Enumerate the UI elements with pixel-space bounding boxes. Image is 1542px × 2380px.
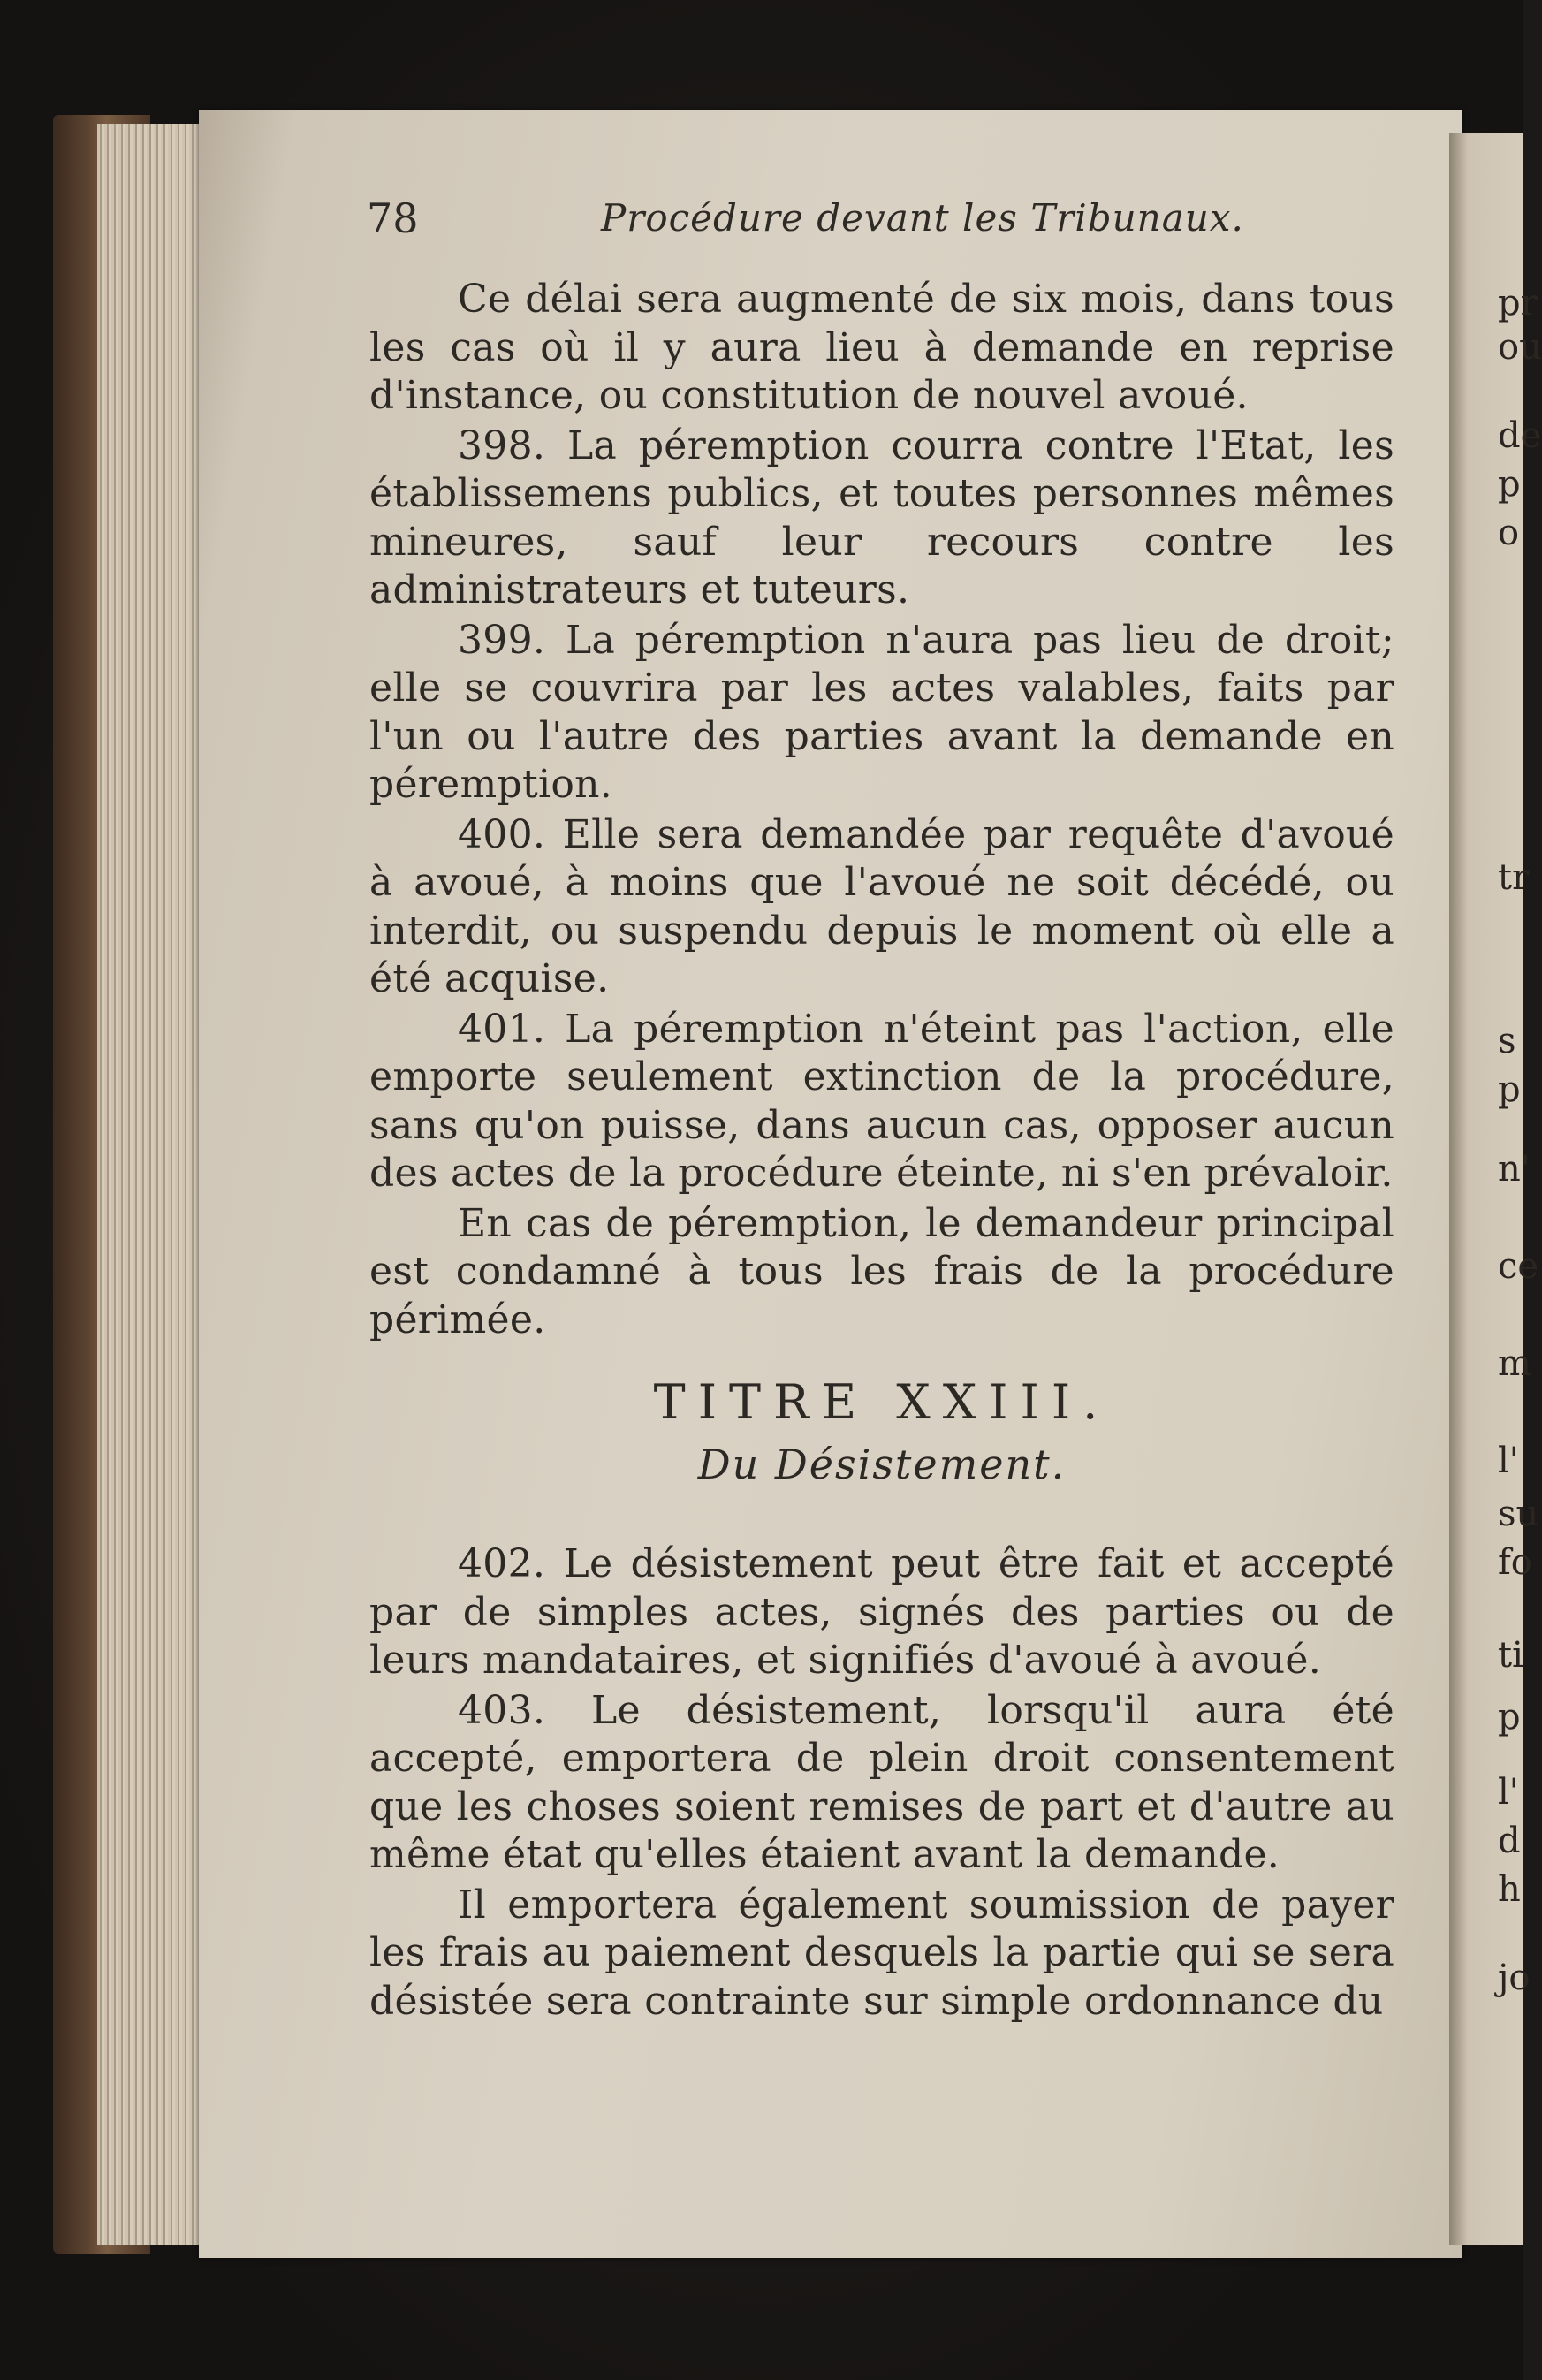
article-403: 403. Le désistement, lorsqu'il aura été accepté, emportera de plein droit consentement que les choses soient remises de part et d'autre au même état qu'elles étaient avant la demande. bbox=[369, 1687, 1394, 1877]
running-head bbox=[0, 194, 1523, 247]
article-399: 399. La péremption n'aura pas lieu de droit; elle se couvrira par les actes valables, faits par l'un ou l'autre des parties avant la demande en péremption. bbox=[369, 617, 1394, 807]
facing-text-fragment: s bbox=[1498, 1021, 1516, 1061]
facing-text-fragment: m bbox=[1498, 1343, 1531, 1384]
facing-text-fragment: l' bbox=[1498, 1441, 1519, 1481]
facing-text-fragment: h bbox=[1498, 1869, 1521, 1910]
facing-text-fragment: jo bbox=[1498, 1958, 1531, 1998]
facing-text-fragment: pr bbox=[1498, 283, 1538, 323]
facing-text-fragment: de bbox=[1498, 415, 1542, 456]
page-edges bbox=[97, 124, 212, 2245]
facing-text-fragment: d bbox=[1498, 1821, 1521, 1861]
page-number: 78 bbox=[367, 194, 419, 242]
facing-text-fragment: ce bbox=[1498, 1246, 1539, 1287]
facing-text-fragment: n' bbox=[1498, 1149, 1531, 1190]
paragraph: En cas de péremption, le demandeur principal est condamné à tous les frais de la procédure périmée. bbox=[369, 1200, 1394, 1342]
facing-text-fragment: fo bbox=[1498, 1542, 1532, 1583]
page-body bbox=[369, 276, 1394, 2026]
facing-text-fragment: o bbox=[1498, 513, 1520, 553]
section-title: TITRE XXIII. bbox=[653, 1374, 1111, 1430]
facing-text-fragment: p bbox=[1498, 1697, 1521, 1737]
article-401: 401. La péremption n'éteint pas l'action, elle emporte seulement extinction de la procédure, sans qu'on puisse, dans aucun cas, opposer aucun des actes de la procédure éteinte, ni s'en prévaloir. bbox=[369, 1006, 1394, 1196]
section-subtitle: Du Désistement. bbox=[697, 1441, 1067, 1488]
facing-text-fragment: p bbox=[1498, 1069, 1521, 1110]
facing-text-fragment: ti bbox=[1498, 1635, 1523, 1676]
facing-text-fragment: su bbox=[1498, 1494, 1539, 1534]
facing-page-edge bbox=[1449, 133, 1542, 2245]
article-400: 400. Elle sera demandée par requête d'avoué à avoué, à moins que l'avoué ne soit décédé, ou interdit, ou suspendu depuis le moment où elle a été acquise. bbox=[369, 811, 1394, 1001]
article-402: 402. Le désistement peut être fait et accepté par de simples actes, signés des parties ou de leurs mandataires, et signifiés d'avoué à avoué. bbox=[369, 1541, 1394, 1683]
facing-text-fragment: p bbox=[1498, 464, 1521, 505]
facing-text-fragment: ou bbox=[1498, 327, 1542, 368]
paragraph: Il emportera également soumission de payer les frais au paiement desquels la partie qui se sera désistée sera contrainte sur simple ordonnance du bbox=[369, 1882, 1394, 2024]
paragraph: Ce délai sera augmenté de six mois, dans tous les cas où il y aura lieu à demande en reprise d'instance, ou constitution de nouvel avoué. bbox=[369, 277, 1394, 418]
running-title: Procédure devant les Tribunaux. bbox=[601, 196, 1244, 240]
facing-text-fragment: l' bbox=[1498, 1772, 1519, 1813]
facing-text-fragment: tr bbox=[1498, 857, 1530, 898]
article-398: 398. La péremption courra contre l'Etat, les établissemens publics, et toutes personnes mêmes mineures, sauf leur recours contre les administrateurs et tuteurs. bbox=[369, 422, 1394, 612]
